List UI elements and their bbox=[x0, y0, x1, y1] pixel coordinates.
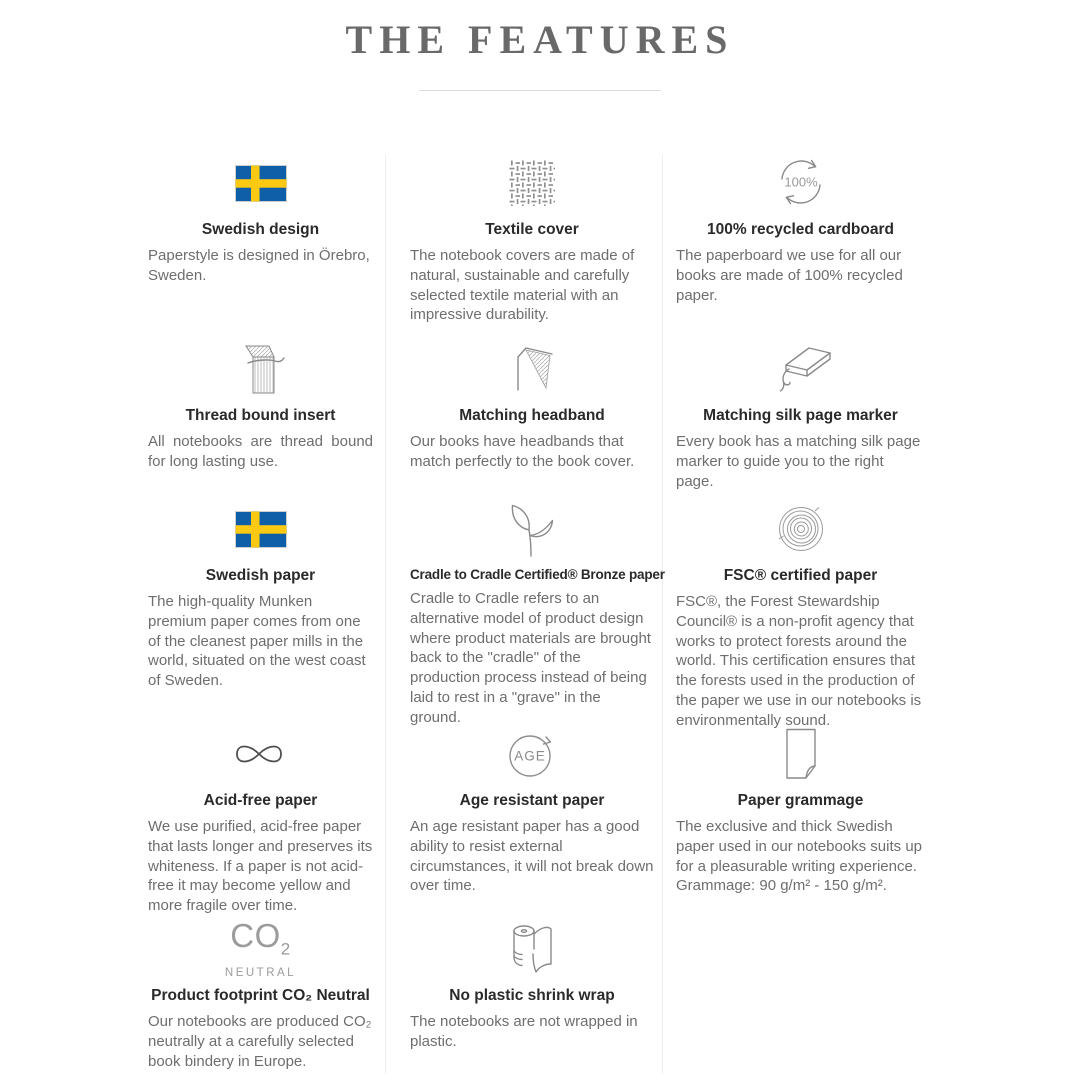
feature-body: Our notebooks are produced CO₂ neutrally at a carefully selected book bindery in Europe. bbox=[148, 1013, 372, 1070]
page-title: THE FEATURES bbox=[345, 17, 735, 62]
thread-bound-book-icon bbox=[148, 341, 373, 397]
feature-body: The high-quality Munken premium paper comes from one of the cleanest paper mills in the world, situated on the west coast of Sweden. bbox=[148, 593, 366, 690]
feature-body: Paperstyle is designed in Örebro, Sweden. bbox=[148, 247, 370, 284]
title-divider bbox=[419, 90, 661, 91]
feature-title: 100% recycled cardboard bbox=[707, 221, 894, 238]
feature-title: Textile cover bbox=[485, 221, 579, 238]
feature-title: Age resistant paper bbox=[459, 792, 605, 809]
feature-title: Product footprint CO₂ Neutral bbox=[151, 987, 370, 1004]
feature-title: Acid-free paper bbox=[203, 792, 318, 809]
paper-sheet-icon bbox=[676, 726, 925, 782]
feature-card-co2-neutral bbox=[140, 916, 385, 1073]
feature-body: The paperboard we use for all our books are made of 100% recycled paper. bbox=[676, 247, 903, 304]
sweden-flag-icon bbox=[148, 501, 373, 557]
feature-title: FSC® certified paper bbox=[723, 567, 878, 584]
feature-card-no-plastic bbox=[385, 921, 663, 1073]
feature-card-fsc-certified bbox=[663, 501, 935, 729]
feature-title: Paper grammage bbox=[737, 792, 864, 809]
feature-card-paper-grammage bbox=[663, 726, 935, 921]
plastic-roll-icon bbox=[410, 921, 654, 977]
recycle-100-icon bbox=[676, 155, 925, 211]
feature-card-thread-bound bbox=[140, 341, 385, 501]
sweden-flag-icon bbox=[148, 155, 373, 211]
age-icon-label: AGE bbox=[514, 748, 546, 764]
feature-body: FSC®, the Forest Stewardship Council® is a non-profit agency that works to protect forests around the world. This certification ensures that the forests used in the production of the paper we use in our notebooks is environmentally sound. bbox=[676, 593, 922, 729]
feature-body: Our books have headbands that match perfectly to the book cover. bbox=[410, 433, 635, 470]
feature-title: Matching headband bbox=[459, 407, 605, 424]
feature-title: No plastic shrink wrap bbox=[449, 987, 615, 1004]
book-ribbon-icon bbox=[676, 341, 925, 397]
co2-icon-subscript: 2 bbox=[280, 939, 291, 959]
co2-icon-label: NEUTRAL bbox=[224, 967, 297, 980]
feature-body: We use purified, acid-free paper that lasts longer and preserves its whiteness. If a paper is not acid-free it may become yellow and more fragile over time. bbox=[148, 818, 373, 915]
feature-card-page-marker bbox=[663, 341, 935, 501]
co2-neutral-icon bbox=[148, 916, 373, 980]
feature-body: An age resistant paper has a good ability to resist external circumstances, it will not break down over time. bbox=[410, 818, 654, 895]
feature-body: Every book has a matching silk page marker to guide you to the right page. bbox=[676, 433, 921, 490]
feature-body: All notebooks are thread bound for long lasting use. bbox=[148, 433, 373, 470]
features-grid bbox=[140, 155, 935, 1073]
feature-title: Cradle to Cradle Certified® Bronze paper bbox=[410, 567, 665, 582]
age-circle-icon bbox=[410, 726, 654, 782]
feature-card-headband bbox=[385, 341, 663, 501]
textile-weave-icon bbox=[410, 155, 654, 211]
book-headband-icon bbox=[410, 341, 654, 397]
feature-card-age-resistant bbox=[385, 726, 663, 921]
feature-card-acid-free bbox=[140, 726, 385, 921]
feature-card-cradle-to-cradle bbox=[385, 501, 663, 726]
co2-icon-text: CO bbox=[230, 916, 281, 954]
sprout-leaves-icon bbox=[410, 501, 654, 557]
empty-grid-cell bbox=[663, 921, 935, 1073]
recycle-icon-label: 100% bbox=[783, 174, 818, 190]
feature-title: Swedish design bbox=[201, 221, 320, 238]
feature-card-textile-cover bbox=[385, 155, 663, 341]
feature-card-recycled-cardboard bbox=[663, 155, 935, 341]
feature-title: Matching silk page marker bbox=[703, 407, 898, 424]
feature-body: The exclusive and thick Swedish paper used in our notebooks suits up for a pleasurable writing experience. Grammage: 90 g/m² - 150 g/m². bbox=[676, 818, 922, 895]
feature-body: The notebook covers are made of natural, sustainable and carefully selected textile material with an impressive durability. bbox=[410, 247, 635, 324]
feature-title: Swedish paper bbox=[205, 567, 316, 584]
feature-body: Cradle to Cradle refers to an alternative model of product design where product materials are brought back to the "cradle" of the production process instead of being laid to rest in a "grave" in the ground. bbox=[410, 590, 651, 726]
feature-card-swedish-paper bbox=[140, 501, 385, 726]
infinity-icon bbox=[148, 726, 373, 782]
feature-body: The notebooks are not wrapped in plastic. bbox=[410, 1013, 638, 1050]
feature-card-swedish-design bbox=[140, 155, 385, 341]
tree-rings-icon bbox=[676, 501, 925, 557]
page-header bbox=[0, 0, 1080, 91]
feature-title: Thread bound insert bbox=[185, 407, 336, 424]
